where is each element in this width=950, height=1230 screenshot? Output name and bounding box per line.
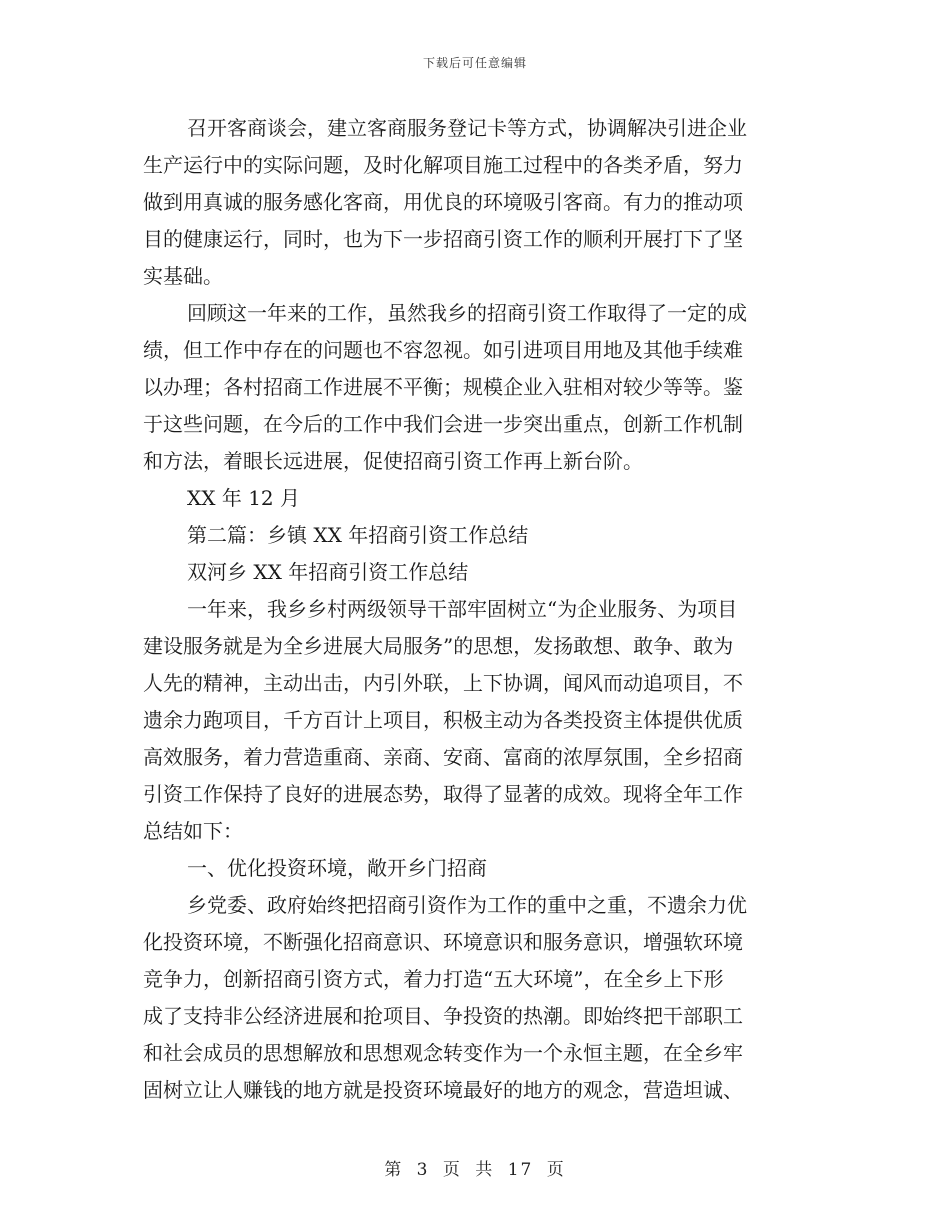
text-line: 第二篇：乡镇 XX 年招商引资工作总结 bbox=[187, 523, 529, 547]
text-line: 固树立让人赚钱的地方就是投资环境最好的地方的观念，营造坦诚、 bbox=[143, 1078, 743, 1102]
page-header: 下载后可任意编辑 bbox=[422, 56, 527, 70]
text-line: 实基础。 bbox=[143, 264, 223, 288]
text-line: 高效服务，着力营造重商、亲商、安商、富商的浓厚氛围，全乡招商 bbox=[143, 745, 743, 769]
text-line: 成了支持非公经济进展和抢项目、争投资的热潮。即始终把干部职工 bbox=[143, 1004, 743, 1028]
text-line: 双河乡 XX 年招商引资工作总结 bbox=[187, 560, 469, 584]
document-body bbox=[143, 110, 803, 1109]
text-line: 一、优化投资环境，敞开乡门招商 bbox=[187, 856, 487, 880]
text-line: 召开客商谈会，建立客商服务登记卡等方式，协调解决引进企业 bbox=[187, 116, 747, 140]
text-line: 总结如下： bbox=[143, 819, 243, 843]
text-line: 做到用真诚的服务感化客商，用优良的环境吸引客商。有力的推动项 bbox=[143, 190, 743, 214]
text-line: 以办理；各村招商工作进展不平衡；规模企业入驻相对较少等等。鉴 bbox=[143, 375, 743, 399]
text-line: 建设服务就是为全乡进展大局服务”的思想，发扬敢想、敢争、敢为 bbox=[143, 634, 734, 658]
text-line: 化投资环境，不断强化招商意识、环境意识和服务意识，增强软环境 bbox=[143, 930, 743, 954]
text-line: 和方法，着眼长远进展，促使招商引资工作再上新台阶。 bbox=[143, 449, 643, 473]
text-line: 一年来，我乡乡村两级领导干部牢固树立“为企业服务、为项目 bbox=[187, 597, 738, 621]
text-line: 引资工作保持了良好的进展态势，取得了显著的成效。现将全年工作 bbox=[143, 782, 743, 806]
text-line: 乡党委、政府始终把招商引资作为工作的重中之重，不遗余力优 bbox=[187, 893, 747, 917]
text-line: 遗余力跑项目，千方百计上项目，积极主动为各类投资主体提供优质 bbox=[143, 708, 743, 732]
page-footer: 第 3 页 共 17 页 bbox=[384, 1160, 566, 1180]
text-line: 绩，但工作中存在的问题也不容忽视。如引进项目用地及其他手续难 bbox=[143, 338, 743, 362]
text-line: XX 年 12 月 bbox=[187, 486, 300, 510]
text-line: 回顾这一年来的工作，虽然我乡的招商引资工作取得了一定的成 bbox=[187, 301, 747, 325]
text-line: 目的健康运行，同时，也为下一步招商引资工作的顺利开展打下了坚 bbox=[143, 227, 743, 251]
text-line: 和社会成员的思想解放和思想观念转变作为一个永恒主题，在全乡牢 bbox=[143, 1041, 743, 1065]
text-line: 于这些问题，在今后的工作中我们会进一步突出重点，创新工作机制 bbox=[143, 412, 743, 436]
text-line: 竞争力，创新招商引资方式，着力打造“五大环境”，在全乡上下形 bbox=[143, 967, 724, 991]
text-line: 人先的精神，主动出击，内引外联，上下协调，闻风而动追项目，不 bbox=[143, 671, 743, 695]
text-line: 生产运行中的实际问题，及时化解项目施工过程中的各类矛盾，努力 bbox=[143, 153, 743, 177]
